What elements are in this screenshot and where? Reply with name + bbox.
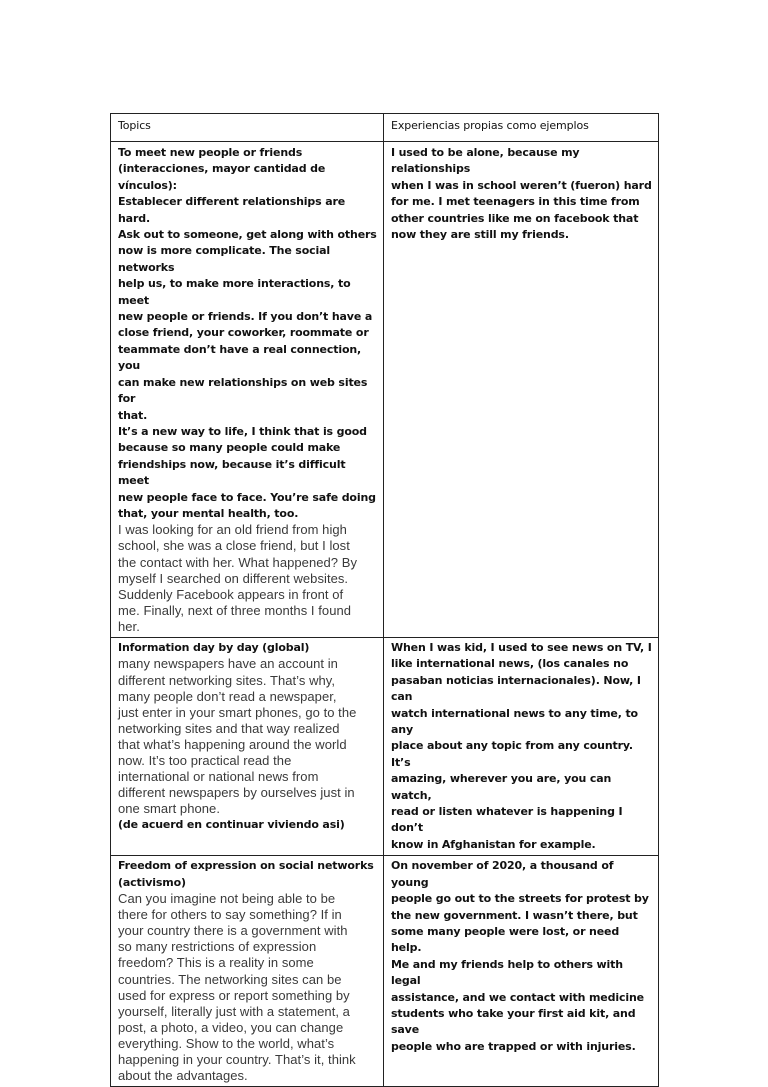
topic-body: many newspapers have an account in different networking sites. That’s why, many people don’t read a newspaper, just enter in your smart phones, go to the networking sites and that way realized that what’s happening around the world now. It’s too practical read the international or national news from different newspapers by ourselves just in one smart phone. [118, 656, 357, 817]
header-cell-topics [111, 114, 384, 142]
topic-body: Can you imagine not being able to be there for others to say something? If in your country there is a government with so many restrictions of expression freedom? This is a reality in some countries. The networking sites can be used for express or report something by yourself, literally just with a statement, a post, a photo, a video, you can change everything. Show to the world, what’s happening in your country. That’s it, think about the advantages. [118, 891, 356, 1084]
example-text: I used to be alone, because my relationships when I was in school weren’t (fueron) hard for me. I met teenagers in this time from other countries like me on facebook that now they are still my friends. [391, 146, 652, 242]
table-row [111, 856, 659, 1087]
topic-cell [111, 142, 384, 638]
example-text: When I was kid, I used to see news on TV, I like international news, (los canales no pasaban noticias internacionales). Now, I can watch international news to any time, to any place about any topic from any country. It’s amazing, wherever you are, you can watch, read or listen whatever is happening I don’t know in Afghanistan for example. [391, 641, 652, 851]
topic-cell [111, 638, 384, 856]
topic-heading: Information day by day (global) [118, 641, 310, 654]
topic-cell [111, 856, 384, 1087]
table-row [111, 638, 659, 856]
header-cell-examples [384, 114, 659, 142]
example-text: On november of 2020, a thousand of young people go out to the streets for protest by the new government. I wasn’t there, but some many people were lost, or need help. Me and my friends help to others with legal assistance, and we contact with medicine students who take your first aid kit, and save people who are trapped or with injuries. [391, 859, 649, 1053]
topic-body: I was looking for an old friend from high school, she was a close friend, but I lost the contact with her. What happened? By myself I searched on different websites. Suddenly Facebook appears in front of me. Finally, next of three months I found her. [118, 522, 357, 634]
table-row [111, 142, 659, 638]
table-header-row [111, 114, 659, 142]
header-examples: Experiencias propias como ejemplos [391, 119, 589, 132]
topics-table [110, 113, 659, 1087]
topic-heading: Freedom of expression on social networks (activismo) [118, 859, 374, 889]
example-cell [384, 638, 659, 856]
header-topics: Topics [118, 119, 151, 132]
example-cell [384, 856, 659, 1087]
topic-heading: To meet new people or friends (interacciones, mayor cantidad de vínculos): Establecer different relationships are hard. Ask out to someone, get along with others now is more complicate. The social networks help us, to make more interactions, to meet new people or friends. If you don’t have a close friend, your coworker, roommate or teammate don’t have a real connection, you can make new relationships on web sites for that. It’s a new way to life, I think that is good because so many people could make friendships now, because it’s difficult meet new people face to face. You’re safe doing that, your mental health, too. [118, 146, 377, 520]
example-cell [384, 142, 659, 638]
topic-note: (de acuerd en continuar viviendo asi) [118, 818, 345, 832]
